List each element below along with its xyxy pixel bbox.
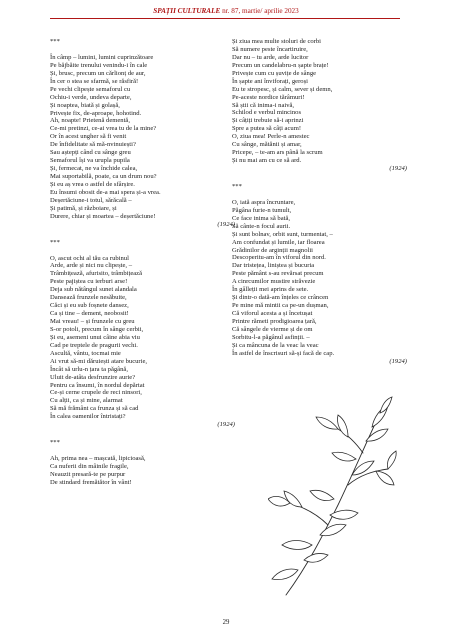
poem-line: Și eu aș vrea o astfel de sfârșire. bbox=[50, 180, 135, 188]
poem-line: Sorbitu-l-a păgânul asfinții. – bbox=[232, 333, 310, 341]
poem-line: Pe vechi clipește semaforul cu bbox=[50, 85, 131, 93]
poem-year: (1924) bbox=[217, 220, 235, 228]
poem-line: Ce face inima să bată, bbox=[232, 214, 291, 222]
poem-line: De înfidelitate să mă-nvinuiești? bbox=[50, 141, 136, 149]
poem-line: Ochiu-i verde, undeva departe, bbox=[50, 93, 132, 101]
poem-line: Durere, chiar și moartea – deșertăciune! bbox=[50, 212, 156, 220]
poem-line: Ca și tine – dement, neobosit! bbox=[50, 310, 129, 318]
poem-line: Peste pajiștea cu ierburi arse! bbox=[50, 278, 128, 286]
poem-line: Și dintr-o dată-am înțeles ce crâncen bbox=[232, 294, 329, 302]
poem-line: Să știi că inima-i naivă, bbox=[232, 101, 295, 109]
poem-line: Mai vreau! – și frunzele cu greu bbox=[50, 318, 135, 325]
poem-line: Uluit de-atâta desfrunzire aurie? bbox=[50, 373, 136, 381]
poem-line: Să numere peste încartiruire, bbox=[232, 45, 308, 53]
poem-line: Și câțiți trebuie să-i aprinzi bbox=[232, 117, 304, 125]
poem-line: Neauzit presară-te pe purpur bbox=[50, 470, 126, 478]
section-divider-stars: *** bbox=[50, 238, 60, 246]
poem-line: Pe băjbăite trenului venindu-i în cale bbox=[50, 61, 148, 69]
poem-line: Încât să urlu-n țara ta păgână, bbox=[50, 365, 128, 373]
poem-line: Dansează frunzele nesăbuite, bbox=[50, 294, 127, 302]
poem-line: Peste pământ s-au revărsat precum bbox=[232, 270, 324, 278]
poem-line: Cad pe treptele de pragurii vechi. bbox=[50, 341, 138, 349]
page-header bbox=[0, 7, 452, 16]
poem-line: Că sângele de vierme și de om bbox=[232, 325, 313, 333]
poem-section bbox=[232, 38, 407, 173]
poem-line: Păgâna furie-n tumult, bbox=[232, 206, 292, 214]
poem-line: Ce-mi pretinzi, ce-ai vrea tu de la mine? bbox=[50, 125, 157, 133]
poem-line: O, ziua mea! Perle-n amestec bbox=[232, 133, 310, 141]
poem-line: În calea oamenilor întristați? bbox=[50, 413, 126, 421]
poem-line: În gâlleții mei aprins de sete. bbox=[232, 286, 309, 294]
poem-line: Și ziua mea multe stoluri de corbi bbox=[232, 38, 321, 45]
poem-line: Privește fix, de-aproape, hohotind. bbox=[50, 109, 142, 117]
poem-line: Sau aștepți când cu sânge greu bbox=[50, 149, 131, 157]
poem-line: Ah, noapte! Prietenă dementă, bbox=[50, 117, 131, 125]
poem-line: Și patimă, și războiare, și bbox=[50, 204, 117, 212]
poem-line: Și, brusc, precum un cărlionț de aur, bbox=[50, 69, 146, 77]
poem-line: Cu sânge, mătănii și amar, bbox=[232, 141, 302, 149]
left-column bbox=[50, 38, 235, 497]
poem-line: Și noaptea, biată și golașă, bbox=[50, 101, 120, 109]
poem-line: Că viforul acesta a și încetușat bbox=[232, 310, 313, 317]
poem-line: Ce-și cerne crupele de reci ninsori, bbox=[50, 389, 142, 397]
poem-line: Ai vrut să-mi dăruiești atare bucurie, bbox=[50, 357, 148, 365]
poem-line: Arde, arde și nici nu clipește, – bbox=[50, 262, 133, 270]
section-divider-stars: *** bbox=[232, 182, 242, 190]
poem-line: O, iată aspra încruntare, bbox=[232, 198, 296, 206]
poem-section bbox=[232, 183, 407, 366]
poem-line: Am confundat și lumile, iar floarea bbox=[232, 238, 325, 246]
poem-year: (1924) bbox=[389, 357, 407, 365]
poem-line: În șapte ani înviforați, geroși bbox=[232, 77, 308, 85]
header-rule bbox=[50, 18, 400, 19]
section-divider-stars: *** bbox=[50, 38, 60, 45]
poem-line: Și ca mâncuna de la veac la veac bbox=[232, 341, 319, 349]
right-column bbox=[232, 38, 407, 376]
poem-line: Grădinilor de arginții magnolii bbox=[232, 246, 314, 254]
poem-line: Și, fermecat, ne va închide calea, bbox=[50, 165, 138, 173]
poem-line: Dar nu – tu arde, arde lucitor bbox=[232, 53, 309, 61]
poem-line: Și sunt bolnav, orbit sunt, turmentat, – bbox=[232, 230, 333, 238]
poem-line: Căci și eu sub foșnete dansez, bbox=[50, 302, 129, 310]
poem-line: Eu însumi obosit de-a mai spera și-a vrea. bbox=[50, 188, 161, 196]
poem-line: Printre rămeti prodigioarea țară, bbox=[232, 317, 317, 325]
poem-line: Pe-aceste nordice tărâmuri! bbox=[232, 93, 305, 101]
poem-line: Schilod e verbul mincinos bbox=[232, 109, 302, 117]
poem-line: Spre a putea să câți acum! bbox=[232, 125, 302, 133]
poem-line: Să cânte-n focul aurii. bbox=[232, 222, 291, 230]
poem-line: Să mă frământ ca frunza și să cad bbox=[50, 405, 139, 413]
poem-year: (1924) bbox=[217, 421, 235, 429]
poem-line: O, ascut ochi al tău ca rubinul bbox=[50, 254, 129, 262]
poem-line: Deșertăciune-i totul, sărăcală – bbox=[50, 196, 132, 204]
poem-line: Pricepe, – te-am ars până la scrum bbox=[232, 149, 323, 157]
poem-line: S-or potoli, precum în sânge cerbii, bbox=[50, 325, 144, 333]
poem-line: De stindard fremătător în vânt! bbox=[50, 478, 132, 486]
poem-section bbox=[50, 239, 235, 430]
poem-line: Trâmbițează, afurisito, trâmbițează bbox=[50, 270, 143, 278]
poem-line: Or în acest ungher să fi venit bbox=[50, 133, 127, 141]
poem-line: Deja sub nătângul sunet alandala bbox=[50, 286, 137, 294]
plant-branch-illustration bbox=[268, 395, 398, 600]
poem-line: Mai suportabilă, poate, ca un drum nou? bbox=[50, 173, 157, 180]
poem-line: Dar tristețea, liniștea și bucuria bbox=[232, 262, 315, 270]
poem-line: În cer o stea se sfarmă, se răsfiră! bbox=[50, 77, 139, 85]
poem-line: Ascultă, vântu, tocmai mie bbox=[50, 349, 121, 357]
poem-line: Pe mine mă mintii ca pe-un dușman, bbox=[232, 302, 329, 310]
poem-line: Ca nuferii din mâinile fragile, bbox=[50, 463, 129, 470]
poem-line: Și eu, asemeni unui câine abia viu bbox=[50, 333, 140, 341]
poem-line: Ah, prima nea – mașcată, lipicioasă, bbox=[50, 455, 146, 463]
poem-line: Și nu mai am cu ce să ard. bbox=[232, 157, 302, 165]
poem-line: În câmp – lumini, lumini cuprinzătoare bbox=[50, 53, 154, 61]
poem-line: Semaforul își va urupla pupila bbox=[50, 157, 130, 165]
poem-line: Descoperitu-am în viforul din nord. bbox=[232, 254, 326, 262]
poem-year: (1924) bbox=[389, 165, 407, 172]
poem-line: Eu te stropesc, și calm, sever și demn, bbox=[232, 85, 333, 93]
magazine-title: SPAȚII CULTURALE bbox=[153, 7, 221, 15]
issue-info: nr. 87, martie/ aprilie 2023 bbox=[222, 7, 299, 15]
poem-line: A cinrcumilor mustire străvezie bbox=[232, 278, 316, 286]
poem-section bbox=[50, 38, 235, 229]
poem-line: Privește cum cu șuvițe de sânge bbox=[232, 69, 317, 77]
poem-line: În astfel de înscrisuri să-și facă de cap. bbox=[232, 349, 335, 357]
poem-line: Cu alții, ca și mine, alarmat bbox=[50, 397, 123, 405]
page-number: 29 bbox=[222, 619, 230, 626]
section-divider-stars: *** bbox=[50, 439, 60, 447]
poem-line: Pentru ca însumi, în nordul depărtat bbox=[50, 381, 145, 389]
poem-line: Precum un candelabru-n șapte brațe! bbox=[232, 61, 329, 69]
poem-section bbox=[50, 439, 235, 487]
